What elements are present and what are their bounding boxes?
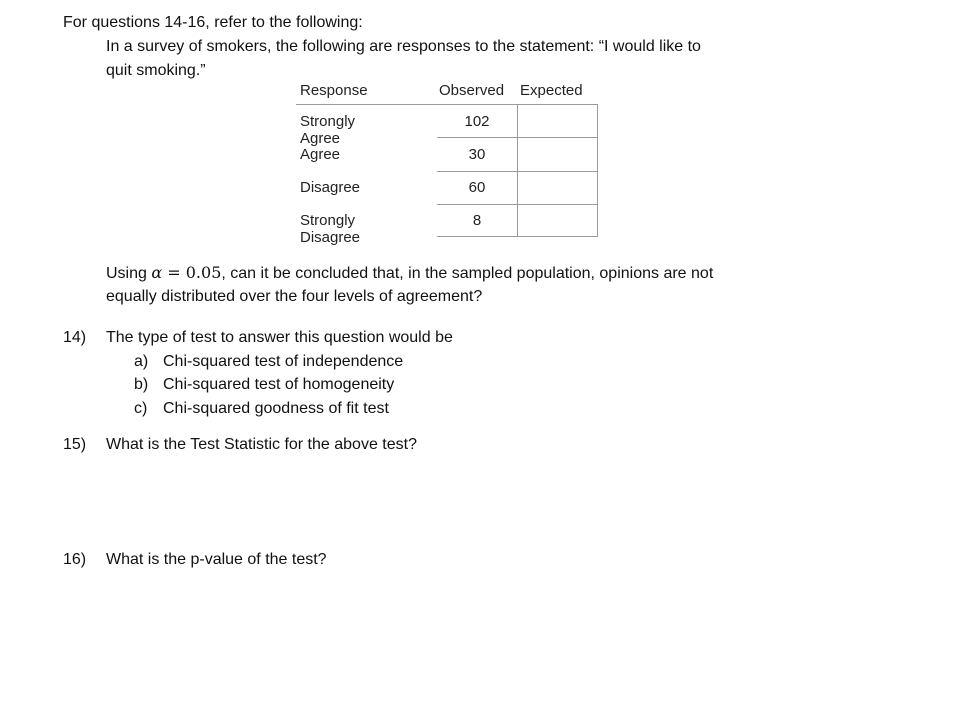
header-observed: Observed bbox=[439, 82, 505, 99]
option-c-letter: c) bbox=[134, 400, 148, 417]
option-a-text: Chi-squared test of independence bbox=[163, 353, 404, 370]
row-label-disagree: Disagree bbox=[300, 179, 361, 196]
observed-strongly-agree: 102 bbox=[464, 113, 490, 130]
observed-disagree: 60 bbox=[468, 179, 486, 196]
table-rule bbox=[296, 104, 598, 105]
alpha-question-line1 bbox=[106, 263, 713, 283]
option-b-text: Chi-squared test of homogeneity bbox=[163, 376, 395, 393]
survey-statement-line2: quit smoking.” bbox=[106, 62, 206, 79]
row-label-agree: Agree bbox=[300, 146, 341, 163]
option-c-text: Chi-squared goodness of fit test bbox=[163, 400, 389, 417]
row-label-strongly-agree: Strongly Agree bbox=[300, 113, 356, 147]
question-14-text: The type of test to answer this question would be bbox=[106, 329, 453, 346]
table-rule bbox=[597, 104, 598, 237]
option-b-letter: b) bbox=[134, 376, 149, 393]
header-response: Response bbox=[300, 82, 368, 99]
intro-text: For questions 14-16, refer to the following: bbox=[63, 14, 363, 31]
alpha-suffix: , can it be concluded that, in the sampled population, opinions are not bbox=[221, 265, 714, 282]
alpha-value: = 0.05 bbox=[162, 263, 222, 282]
observed-strongly-disagree: 8 bbox=[472, 212, 482, 229]
row-label-strongly-disagree: Strongly Disagree bbox=[300, 212, 361, 246]
question-16-text: What is the p-value of the test? bbox=[106, 551, 327, 568]
survey-statement-line1: In a survey of smokers, the following are responses to the statement: “I would like to bbox=[106, 38, 701, 55]
option-a-letter: a) bbox=[134, 353, 149, 370]
question-14-number: 14) bbox=[63, 329, 87, 346]
alpha-question-line2: equally distributed over the four levels of agreement? bbox=[106, 288, 483, 305]
alpha-expression bbox=[151, 263, 221, 282]
observed-agree: 30 bbox=[468, 146, 486, 163]
header-expected: Expected bbox=[520, 82, 583, 99]
question-15-text: What is the Test Statistic for the above test? bbox=[106, 436, 417, 453]
alpha-prefix: Using bbox=[106, 265, 152, 282]
question-16-number: 16) bbox=[63, 551, 87, 568]
alpha-symbol: α bbox=[151, 263, 163, 282]
question-15-number: 15) bbox=[63, 436, 87, 453]
table-rule bbox=[517, 104, 518, 237]
